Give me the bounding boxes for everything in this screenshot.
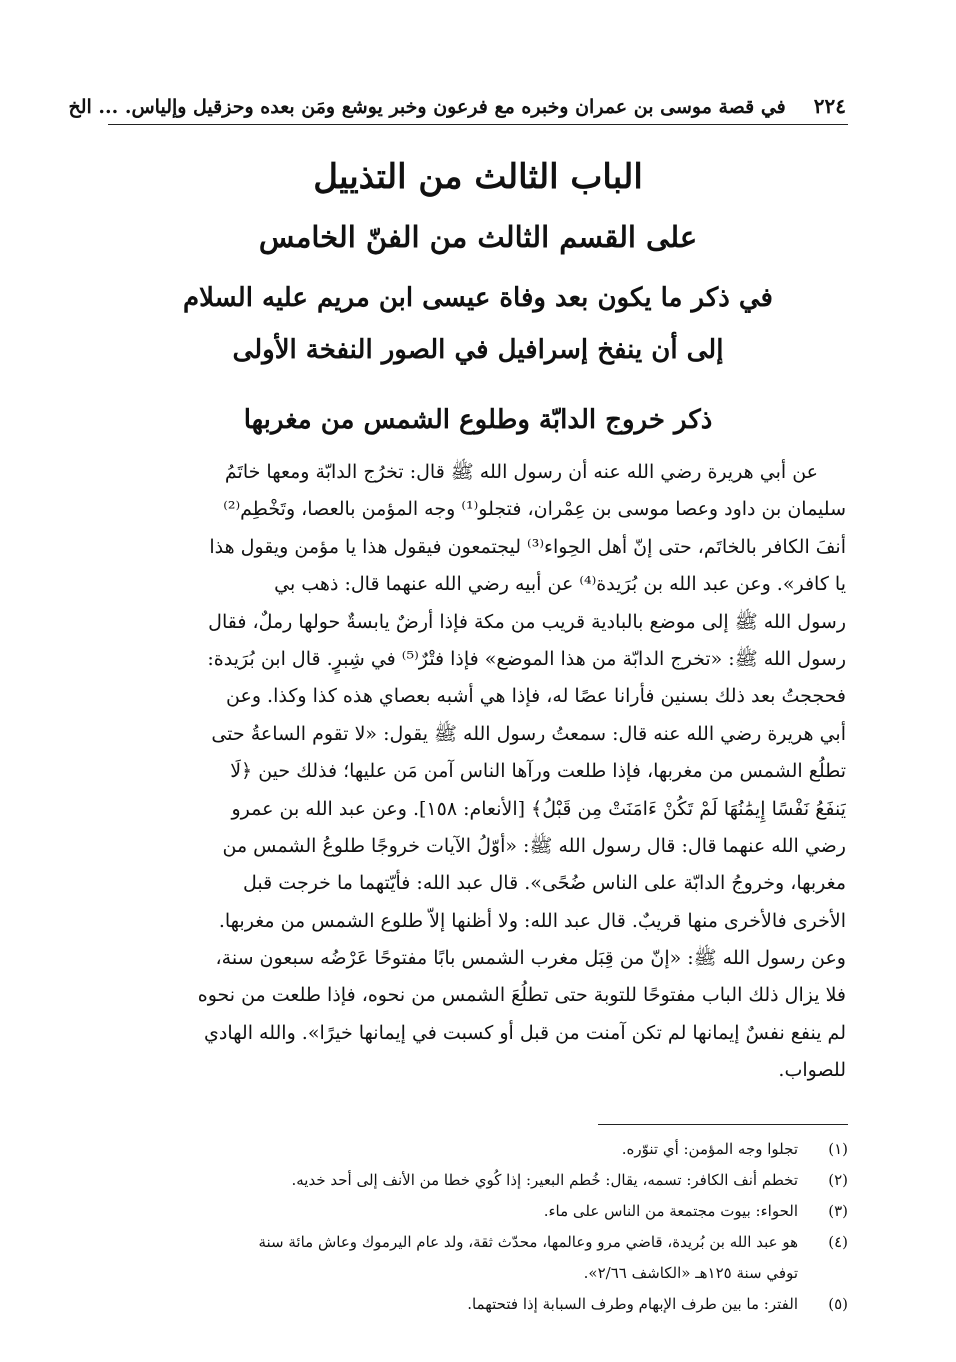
quran-verse-line: يَنفَعُ نَفْسًا إِيمَٰنُهَا لَمْ تَكُنْ ءَامَنَتْ مِن قَبْلُ﴾ [الأنعام: ١٥٨]. وعن عبد الله بن عمرو <box>231 797 846 820</box>
footnote-text: تجلوا وجه المؤمن: أي تنوّره. <box>621 1140 798 1158</box>
header-rule <box>108 124 848 125</box>
footnote-text-line: توفي سنة ١٢٥هـ «الكاشف ٢/٦٦». <box>583 1264 798 1282</box>
chapter-titles <box>108 152 848 376</box>
body-line: عن أبي هريرة رضي الله عنه أن رسول الله ﷺ قال: تخرُج الدابّة ومعها خاتَمُ <box>224 461 818 483</box>
body-line: رضي الله عنهما قال: قال رسول الله ﷺ: «أوّلُ الآيات خروجًا طلوعُ الشمس من <box>222 834 846 857</box>
footnote <box>106 1196 848 1227</box>
footnote <box>106 1227 848 1289</box>
page-number: ٢٢٤ <box>813 94 846 118</box>
body-line: فلا يزال ذلك الباب مفتوحًا للتوبة حتى تطلُعَ الشمس من نحوه، فإذا طلعت من نحوه <box>197 984 846 1007</box>
running-header <box>68 78 846 118</box>
body-line: يا كافر». وعن عبد الله بن بُرَيدة⁽⁴⁾ عن أبيه رضي الله عنهما قال: ذهب بي <box>274 573 846 596</box>
body-line: للصواب. <box>778 1059 846 1082</box>
footnote <box>106 1134 848 1165</box>
body-line: وعن رسول الله ﷺ: «إنّ من قِبَل مغرب الشمس بابًا مفتوحًا عَرْضُه سبعون سنة، <box>215 947 846 970</box>
footnote-number: (٥) <box>828 1295 848 1313</box>
body-paragraph <box>106 454 846 1090</box>
footnote-text: الحواء: بيوت مجتمعة من الناس على ماء. <box>543 1202 798 1220</box>
footnote-text: تخطم أنف الكافر: تسمه، يقال: خُطم البعير: إذا كُوي خطا من الأنف إلى أحد خديه. <box>291 1171 798 1189</box>
part-title: على القسم الثالث من الفنّ الخامس <box>258 220 698 254</box>
subtitle-line-2: إلى أن ينفخ إسرافيل في الصور النفخة الأولى <box>232 335 724 365</box>
body-line: فحججتُ بعد ذلك بسنين فأرانا عصًا له، فإذا هي أشبه بعصاي هذه كذا وكذا. وعن <box>226 685 846 708</box>
footnote <box>106 1289 848 1320</box>
body-line: رسول الله ﷺ إلى موضع بالبادية قريب من مكة فإذا أرضٌ يابسةٌ حولها رملٌ، فقال <box>208 610 846 633</box>
footnote-text-line: هو عبد الله بن بُريدة، قاضي مرو وعالمها، محدّث ثقة، ولد عام اليرموك وعاش مائة سنة <box>258 1233 798 1251</box>
running-title: في قصة موسى بن عمران وخبره مع فرعون وخبر يوشع ومَن بعده وحزقيل وإلياس. ... الخ <box>68 96 786 118</box>
footnote-text <box>106 1227 798 1289</box>
footnotes <box>106 1134 848 1320</box>
body-line: أنفَ الكافر بالخاتَم، حتى إنّ أهل الحِواء⁽³⁾ ليجتمعون فيقول هذا يا مؤمن ويقول هذا <box>209 535 846 558</box>
footnote-number: (٢) <box>828 1171 848 1189</box>
body-line: لم ينفع نفسٌ إيمانها لم تكن آمنت من قبل أو كسبت في إيمانها خيرًا». والله الهادي <box>204 1021 846 1044</box>
footnote-text: الفتر: ما بين طرف الإبهام وطرف السبابة إذا فتحتهما. <box>467 1295 798 1313</box>
body-line: أبي هريرة رضي الله عنه قال: سمعتُ رسول الله ﷺ يقول: «لا تقوم الساعةُ حتى <box>211 722 846 745</box>
body-line: تطلُع الشمس من مغربها، فإذا طلعت ورآها الناس آمن مَن عليها؛ فذلك حين ﴿لَا <box>230 760 846 783</box>
footnote-rule <box>598 1124 848 1125</box>
footnote-number: (٤) <box>828 1233 848 1251</box>
footnote-number: (١) <box>828 1140 848 1158</box>
chapter-title: الباب الثالث من التذييل <box>313 157 643 197</box>
body-line: رسول الله ﷺ: «تخرج الدابّة من هذا الموضع» فإذا فتْرٌ⁽⁵⁾ في شِبرٍ. قال ابن بُرَيدة: <box>207 647 846 670</box>
body-line: سليمان بن داود وعصا موسى بن عِمْران، فتجلو⁽¹⁾ وجه المؤمن بالعصا، وتَخْطِم⁽²⁾ <box>223 498 846 521</box>
section-title: ذكر خروج الدابّة وطلوع الشمس من مغربها <box>243 405 713 435</box>
body-line: الأخرى فالأخرى منها قريبٌ. قال عبد الله: ولا أظنها إلاّ طلوع الشمس من مغربها. <box>218 909 846 932</box>
body-line: مغربها، وخروجُ الدابّة على الناس ضُحًى». قال عبد الله: فأيّتهما ما خرجت قبل <box>243 872 846 895</box>
footnote <box>106 1165 848 1196</box>
footnote-number: (٣) <box>828 1202 848 1220</box>
subtitle-line-1: في ذكر ما يكون بعد وفاة عيسى ابن مريم عليه السلام <box>183 283 773 313</box>
